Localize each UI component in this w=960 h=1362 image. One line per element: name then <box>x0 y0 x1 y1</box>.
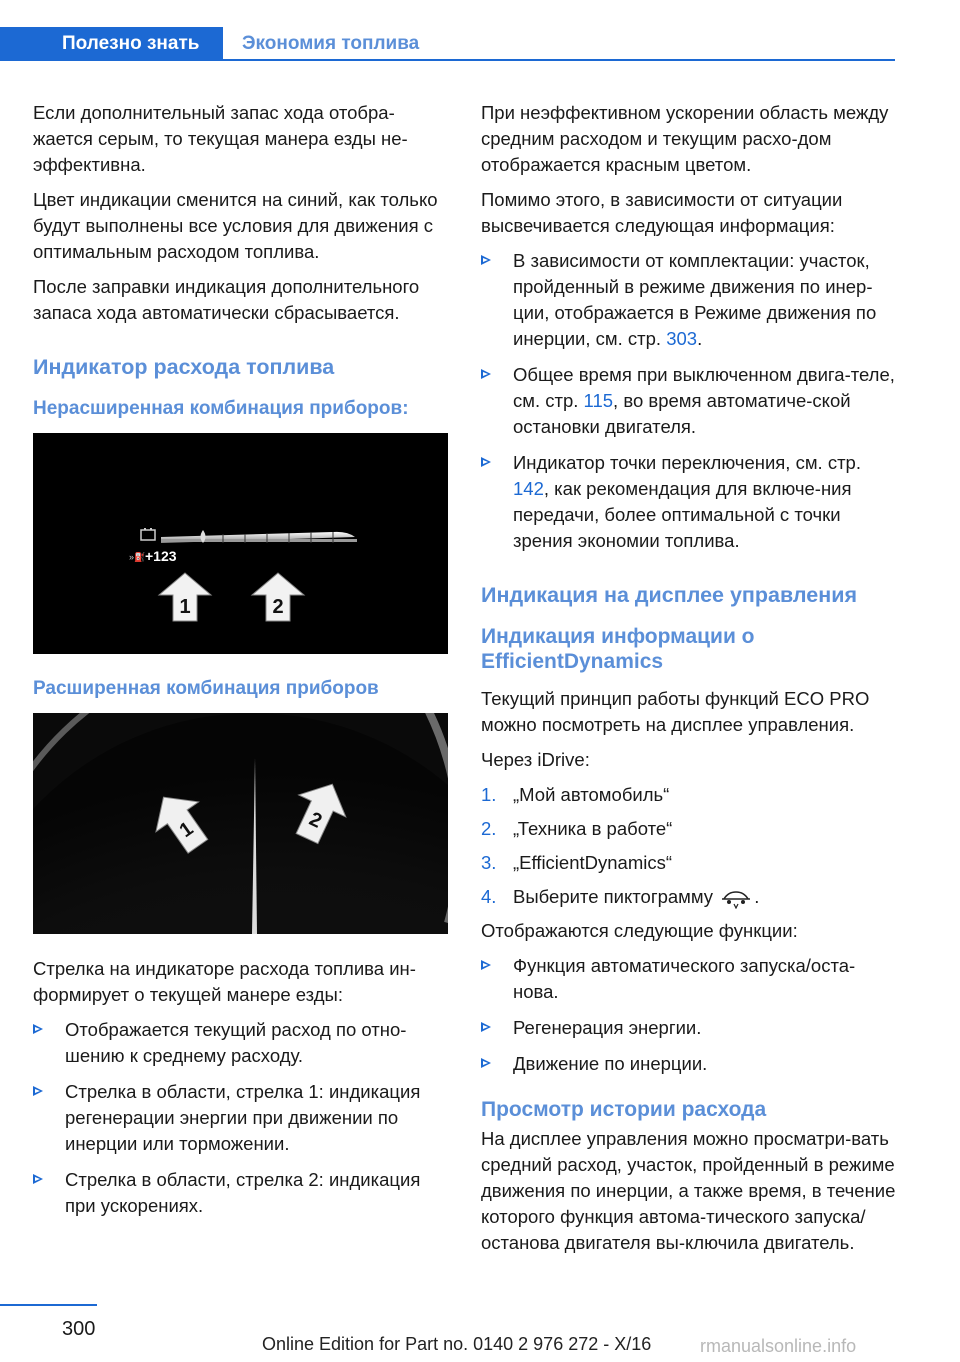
paragraph: Текущий принцип работы функций ECO PRO можно посмотреть на дисплее управления. <box>481 688 870 735</box>
online-edition-note: Online Edition for Part no. 0140 2 976 272 - X/16 <box>262 1334 652 1354</box>
svg-text:1: 1 <box>175 817 198 843</box>
figure-basic-cluster <box>33 433 448 654</box>
section-tab-useful[interactable]: Полезно знать <box>0 27 223 61</box>
battery-icon <box>141 528 155 540</box>
arrow-1 <box>159 573 211 621</box>
header-bar <box>0 27 895 61</box>
list-item: 4. Выберите пиктограмму . <box>481 884 897 910</box>
paragraph: После заправки индикация дополнительного запаса хода автоматически сбрасывается. <box>33 276 420 323</box>
list-item: Индикатор точки переключения, см. стр. 142, как рекомендация для включе-ния передачи, более оптимальной с точки зрения экономии топлива. <box>481 450 897 554</box>
subsection-heading: Нерасширенная комбинация приборов: <box>33 398 409 419</box>
figure-extended-cluster <box>33 713 448 934</box>
list-item: Стрелка в области, стрелка 1: индикация регенерации энергии при движении по инерции или торможении. <box>33 1079 448 1157</box>
header-rule <box>223 59 895 61</box>
right-column <box>481 100 897 1265</box>
basic-cluster-illustration <box>33 433 448 654</box>
svg-text:2: 2 <box>305 808 326 833</box>
list-item: В зависимости от комплектации: участок, пройденный в режиме движения по инер-ции, отображается в Режиме движения по инерции, см. стр. 303. <box>481 248 897 352</box>
bullet-list <box>33 1017 448 1219</box>
svg-text:2: 2 <box>272 596 284 618</box>
extended-cluster-illustration <box>33 713 448 934</box>
list-item: 3. „EfficientDynamics“ <box>481 852 673 873</box>
paragraph: При неэффективном ускорении область между средним расходом и текущим расхо-дом отображается красным цветом. <box>481 102 889 175</box>
section-heading: Индикация на дисплее управления <box>481 583 858 607</box>
range-readout: +123 <box>145 548 177 564</box>
paragraph: Через iDrive: <box>481 749 590 770</box>
page-link-303[interactable]: 303 <box>666 328 698 349</box>
bullet-list <box>481 953 897 1077</box>
subsection-heading: Индикация информации о EfficientDynamics <box>481 625 755 673</box>
numbered-list <box>481 782 897 910</box>
footer-rule <box>0 1304 97 1306</box>
list-item: Движение по инерции. <box>481 1051 897 1077</box>
triangle-bullet-icon <box>481 1022 491 1032</box>
triangle-bullet-icon <box>481 457 491 467</box>
triangle-bullet-icon <box>481 1058 491 1068</box>
triangle-bullet-icon <box>481 255 491 265</box>
list-item: Функция автоматического запуска/оста-нова. <box>481 953 897 1005</box>
watermark: rmanualsonline.info <box>700 1336 857 1356</box>
list-item: Регенерация энергии. <box>481 1015 897 1041</box>
section-heading: Индикатор расхода топлива <box>33 355 335 379</box>
page-link-115[interactable]: 115 <box>583 390 614 411</box>
list-item: Общее время при выключенном двига-теле, см. стр. 115, во время автоматиче-ской остановки двигателя. <box>481 362 897 440</box>
left-column <box>33 100 448 1229</box>
paragraph: На дисплее управления можно просматри-вать средний расход, участок, пройденный в режиме движения по инерции, а также время, в течение которого функция автома-тического запуска/останова двигателя вы-ключила двигатель. <box>481 1128 896 1253</box>
svg-text:1: 1 <box>179 596 191 618</box>
paragraph: Помимо этого, в зависимости от ситуации высвечивается следующая информация: <box>481 189 843 236</box>
paragraph: Стрелка на индикаторе расхода топлива ин-формирует о текущей манере езды: <box>33 958 416 1005</box>
paragraph: Цвет индикации сменится на синий, как только будут выполнены все условия для движения с оптимальным расходом топлива. <box>33 189 438 262</box>
page-number: 300 <box>62 1318 96 1340</box>
bullet-list <box>481 248 897 554</box>
triangle-bullet-icon <box>33 1024 43 1034</box>
car-efficiency-icon <box>718 887 754 909</box>
triangle-bullet-icon <box>33 1174 43 1184</box>
triangle-bullet-icon <box>481 369 491 379</box>
paragraph: Если дополнительный запас хода отобра-жается серым, то текущая манера езды не-эффективна. <box>33 102 408 175</box>
subsection-heading: Просмотр истории расхода <box>481 1098 767 1121</box>
paragraph: Отображаются следующие функции: <box>481 920 798 941</box>
page-link-142[interactable]: 142 <box>513 478 544 499</box>
arrow-2 <box>252 573 304 621</box>
subsection-heading: Расширенная комбинация приборов <box>33 678 379 699</box>
list-item: Стрелка в области, стрелка 2: индикация при ускорениях. <box>33 1167 448 1219</box>
triangle-bullet-icon <box>481 960 491 970</box>
section-tab-fuel-economy[interactable]: Экономия топлива <box>242 33 420 54</box>
list-item: Отображается текущий расход по отно-шению к среднему расходу. <box>33 1017 448 1069</box>
range-icon: »⛽ <box>129 552 146 562</box>
list-item: 2. „Техника в работе“ <box>481 818 673 839</box>
triangle-bullet-icon <box>33 1086 43 1096</box>
list-item: 1. „Мой автомобиль“ <box>481 784 670 805</box>
